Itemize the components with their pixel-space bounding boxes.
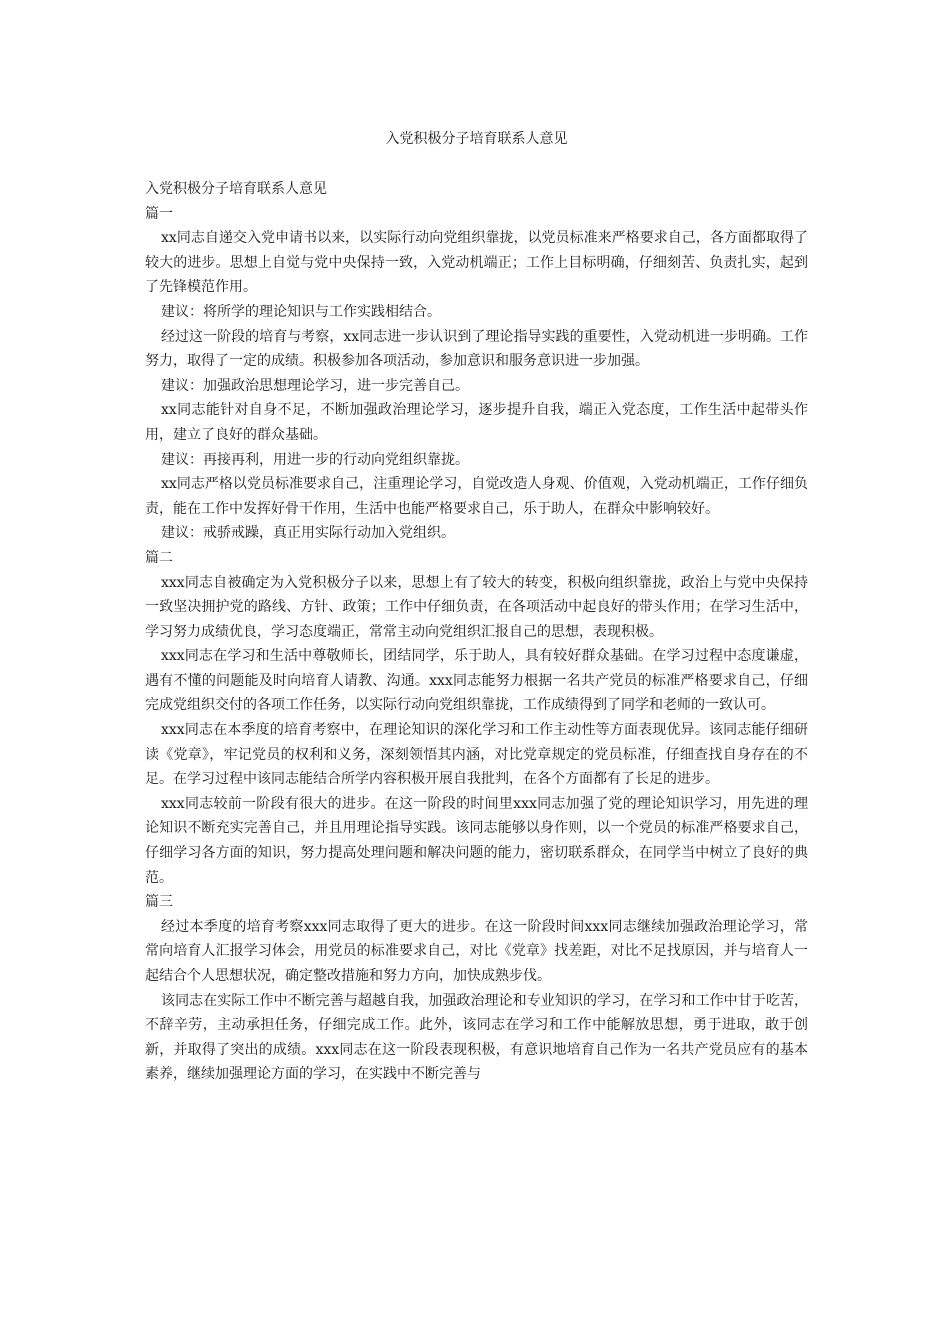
paragraph: xxx同志在学习和生活中尊敬师长，团结同学，乐于助人，具有较好群众基础。在学习过程中态度谦虚，遇有不懂的问题能及时向培育人请教、沟通。xxx同志能努力根据一名共产党员的标准严格要求自己，仔细完成党组织交付的各项工作任务，以实际行动向党组织靠拢，工作成绩得到了同学和老师的一致认可。	[145, 648, 808, 714]
document-body	[145, 177, 808, 1087]
section-heading: 篇三	[145, 894, 173, 911]
document-title: 入党积极分子培育联系人意见	[385, 131, 568, 147]
suggestion-paragraph: 建议：再接再利，用进一步的行动向党组织靠拢。	[161, 451, 469, 468]
paragraph: xxx同志在本季度的培育考察中，在理论知识的深化学习和工作主动性等方面表现优异。该同志能仔细研读《党章》，牢记党员的权利和义务，深刻领悟其内涵，对比党章规定的党员标准，仔细查找自身存在的不足。在学习过程中该同志能结合所学内容积极开展自我批判，在各个方面都有了长足的进步。	[145, 722, 808, 788]
paragraph: 该同志在实际工作中不断完善与超越自我，加强政治理论和专业知识的学习，在学习和工作中甘于吃苦，不辞辛劳，主动承担任务，仔细完成工作。此外，该同志在学习和工作中能解放思想，勇于进取，敢于创新，并取得了突出的成绩。xxx同志在这一阶段表现积极，有意识地培育自己作为一名共产党员应有的基本素养，继续加强理论方面的学习，在实践中不断完善与	[145, 992, 808, 1083]
paragraph: xxx同志较前一阶段有很大的进步。在这一阶段的时间里xxx同志加强了党的理论知识学习，用先进的理论知识不断充实完善自己，并且用理论指导实践。该同志能够以身作则，以一个党员的标准严格要求自己，仔细学习各方面的知识，努力提高处理问题和解决问题的能力，密切联系群众，在同学当中树立了良好的典范。	[145, 795, 808, 886]
suggestion-paragraph: 建议：将所学的理论知识与工作实践相结合。	[161, 303, 441, 320]
suggestion-paragraph: 建议：戒骄戒躁，真正用实际行动加入党组织。	[161, 525, 455, 542]
suggestion-paragraph: 建议：加强政治思想理论学习，进一步完善自己。	[161, 377, 469, 394]
paragraph: xx同志能针对自身不足，不断加强政治理论学习，逐步提升自我，端正入党态度，工作生活中起带头作用，建立了良好的群众基础。	[145, 402, 808, 443]
paragraph: 经过这一阶段的培育与考察，xx同志进一步认识到了理论指导实践的重要性，入党动机进一步明确。工作努力，取得了一定的成绩。积极参加各项活动，参加意识和服务意识进一步加强。	[145, 328, 808, 370]
paragraph: xx同志严格以党员标准要求自己，注重理论学习，自觉改造人身观、价值观，入党动机端正，工作仔细负责，能在工作中发挥好骨干作用，生活中也能严格要求自己，乐于助人，在群众中影响较好。	[145, 476, 808, 517]
paragraph: xxx同志自被确定为入党积极分子以来，思想上有了较大的转变，积极向组织靠拢，政治上与党中央保持一致坚决拥护党的路线、方针、政策；工作中仔细负责，在各项活动中起良好的带头作用；在学习生活中，学习努力成绩优良，学习态度端正，常常主动向党组织汇报自己的思想，表现积极。	[145, 574, 808, 640]
paragraph: 经过本季度的培育考察xxx同志取得了更大的进步。在这一阶段时间xxx同志继续加强政治理论学习，常常向培育人汇报学习体会，用党员的标准要求自己，对比《党章》找差距，对比不足找原因，并与培育人一起结合个人思想状况，确定整改措施和努力方向，加快成熟步伐。	[145, 918, 808, 984]
section-heading: 篇二	[145, 549, 173, 566]
paragraph: xx同志自递交入党申请书以来，以实际行动向党组织靠拢，以党员标准来严格要求自己，各方面都取得了较大的进步。思想上自觉与党中央保持一致，入党动机端正；工作上目标明确，仔细刻苦、负责扎实，起到了先锋模范作用。	[145, 230, 808, 296]
section-heading: 篇一	[145, 205, 173, 222]
document-subtitle: 入党积极分子培育联系人意见	[145, 181, 327, 197]
